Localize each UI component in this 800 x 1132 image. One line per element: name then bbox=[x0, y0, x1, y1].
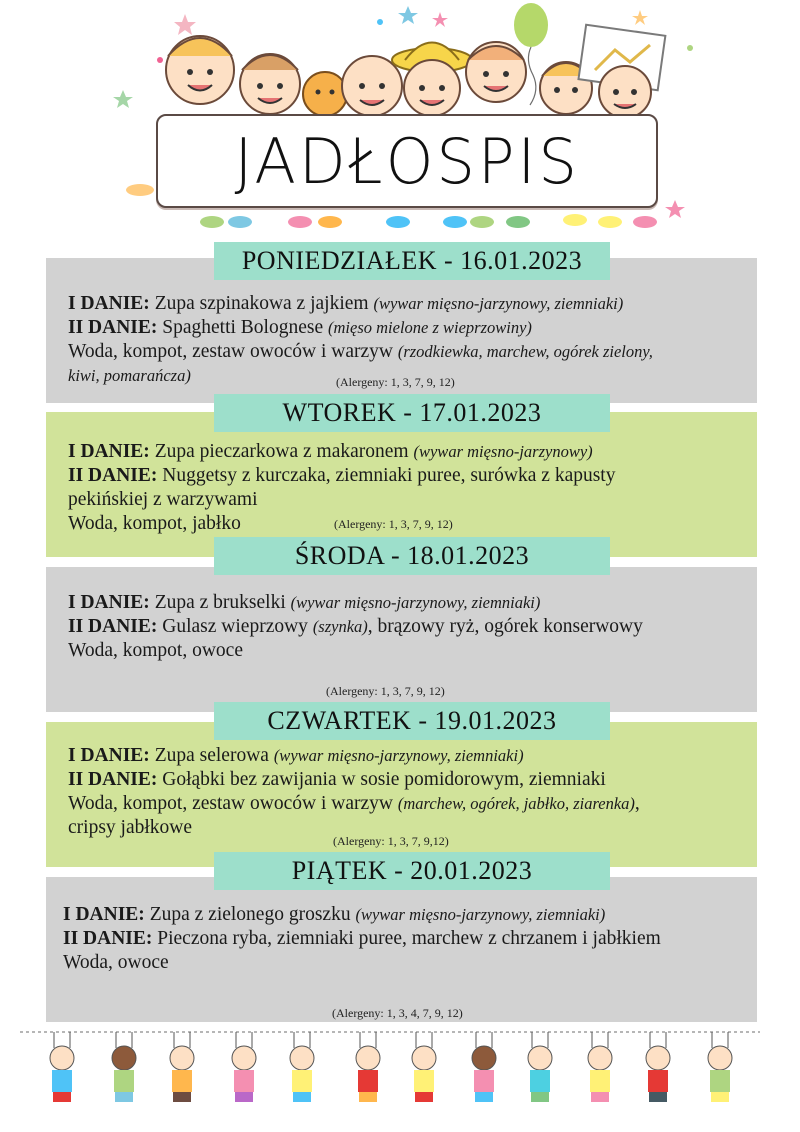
second-dish: Gulasz wieprzowy bbox=[157, 616, 313, 637]
second-dish-continued: pekińskiej z warzywami bbox=[68, 489, 258, 510]
extras: Woda, kompot, jabłko bbox=[68, 513, 241, 534]
extras-tail: , bbox=[634, 793, 640, 814]
extras-note: (marchew, ogórek, jabłko, ziarenka) bbox=[397, 794, 635, 813]
first-dish: Zupa z zielonego groszku bbox=[144, 904, 356, 925]
first-dish-prefix: I DANIE: bbox=[68, 441, 150, 462]
kids-faces bbox=[166, 25, 665, 118]
allergens-tuesday: (Alergeny: 1, 3, 7, 9, 12) bbox=[334, 517, 453, 531]
second-dish: Pieczona ryba, ziemniaki puree, marchew z chrzanem i jabłkiem bbox=[152, 928, 661, 949]
second-dish-prefix: II DANIE: bbox=[68, 465, 158, 486]
extras-continued: cripsy jabłkowe bbox=[68, 817, 193, 838]
menu-monday bbox=[68, 292, 758, 388]
extras: Woda, kompot, zestaw owoców i warzyw bbox=[68, 793, 398, 814]
first-dish-prefix: I DANIE: bbox=[63, 904, 145, 925]
day-label-friday: PIĄTEK - 20.01.2023 bbox=[214, 852, 610, 890]
first-dish-note: (wywar mięsno-jarzynowy, ziemniaki) bbox=[373, 294, 624, 313]
first-dish: Zupa szpinakowa z jajkiem bbox=[149, 293, 374, 314]
page-title: JADŁOSPIS bbox=[234, 124, 580, 198]
extras-note: (rzodkiewka, marchew, ogórek zielony, bbox=[397, 342, 653, 361]
second-dish-prefix: II DANIE: bbox=[68, 317, 158, 338]
menu-wednesday bbox=[68, 591, 758, 663]
first-dish-prefix: I DANIE: bbox=[68, 293, 150, 314]
allergens-friday: (Alergeny: 1, 3, 4, 7, 9, 12) bbox=[332, 1006, 463, 1020]
extras: Woda, kompot, zestaw owoców i warzyw bbox=[68, 341, 398, 362]
second-dish-note: (mięso mielone z wieprzowiny) bbox=[328, 318, 532, 337]
first-dish: Zupa z brukselki bbox=[149, 592, 291, 613]
menu-friday bbox=[63, 903, 753, 975]
second-dish: Spaghetti Bolognese bbox=[157, 317, 328, 338]
second-dish-tail: , brązowy ryż, ogórek konserwowy bbox=[367, 616, 643, 637]
first-dish: Zupa pieczarkowa z makaronem bbox=[149, 441, 414, 462]
first-dish-prefix: I DANIE: bbox=[68, 592, 150, 613]
extras: Woda, owoce bbox=[63, 952, 169, 973]
menu-thursday bbox=[68, 744, 758, 840]
day-label-wednesday: ŚRODA - 18.01.2023 bbox=[214, 537, 610, 575]
hanging-kids bbox=[50, 1032, 732, 1102]
second-dish: Gołąbki bez zawijania w sosie pomidorowym, ziemniaki bbox=[157, 769, 606, 790]
first-dish-note: (wywar mięsno-jarzynowy, ziemniaki) bbox=[273, 746, 524, 765]
first-dish-note: (wywar mięsno-jarzynowy, ziemniaki) bbox=[290, 593, 541, 612]
second-dish-prefix: II DANIE: bbox=[68, 769, 158, 790]
second-dish: Nuggetsy z kurczaka, ziemniaki puree, surówka z kapusty bbox=[157, 465, 616, 486]
second-dish-prefix: II DANIE: bbox=[63, 928, 153, 949]
day-label-thursday: CZWARTEK - 19.01.2023 bbox=[214, 702, 610, 740]
footer-kids-illustration bbox=[0, 1030, 800, 1132]
allergens-monday: (Alergeny: 1, 3, 7, 9, 12) bbox=[336, 375, 455, 389]
first-dish-note: (wywar mięsno-jarzynowy) bbox=[413, 442, 593, 461]
allergens-thursday: (Alergeny: 1, 3, 7, 9,12) bbox=[333, 834, 449, 848]
second-dish-prefix: II DANIE: bbox=[68, 616, 158, 637]
first-dish-prefix: I DANIE: bbox=[68, 745, 150, 766]
title-sign bbox=[156, 114, 658, 208]
allergens-wednesday: (Alergeny: 1, 3, 7, 9, 12) bbox=[326, 684, 445, 698]
second-dish-note: (szynka) bbox=[312, 617, 368, 636]
extras: Woda, kompot, owoce bbox=[68, 640, 243, 661]
day-label-tuesday: WTOREK - 17.01.2023 bbox=[214, 394, 610, 432]
extras-note-continued: kiwi, pomarańcza) bbox=[68, 366, 191, 385]
first-dish: Zupa selerowa bbox=[149, 745, 274, 766]
day-label-monday: PONIEDZIAŁEK - 16.01.2023 bbox=[214, 242, 610, 280]
first-dish-note: (wywar mięsno-jarzynowy, ziemniaki) bbox=[355, 905, 606, 924]
